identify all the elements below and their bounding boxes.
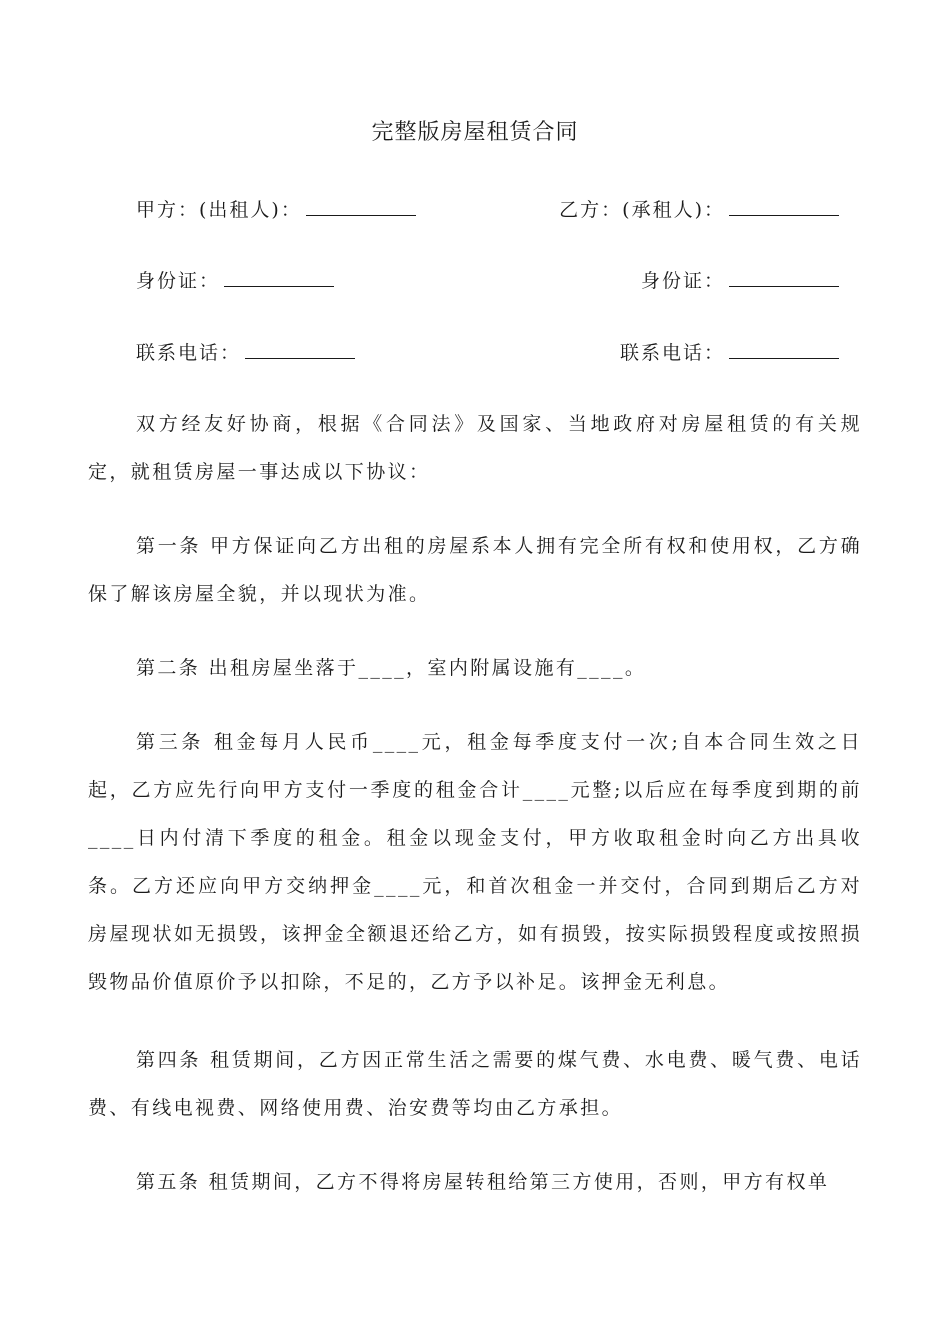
party-b-id bbox=[641, 263, 839, 299]
party-b-phone-blank bbox=[729, 336, 839, 359]
article-1-paragraph: 第一条 甲方保证向乙方出租的房屋系本人拥有完全所有权和使用权，乙方确保了解该房屋全貌，并以现状为准。 bbox=[88, 535, 862, 605]
party-a-name bbox=[136, 192, 416, 228]
party-b-label: 乙方：(承租人)： bbox=[559, 199, 725, 221]
article-2-paragraph: 第二条 出租房屋坐落于____，室内附属设施有____。 bbox=[136, 657, 647, 679]
party-a-id bbox=[136, 263, 334, 299]
party-name-row bbox=[136, 192, 839, 228]
party-a-phone-label: 联系电话： bbox=[136, 342, 242, 364]
article-5-paragraph: 第五条 租赁期间，乙方不得将房屋转租给第三方使用，否则，甲方有权单 bbox=[136, 1171, 830, 1193]
party-b-id-label: 身份证： bbox=[640, 270, 725, 292]
party-a-phone-blank bbox=[245, 336, 355, 359]
party-a-phone bbox=[136, 335, 355, 371]
article-3-paragraph: 第三条 租金每月人民币____元，租金每季度支付一次;自本合同生效之日起，乙方应先行向甲方支付一季度的租金合计____元整;以后应在每季度到期的前____日内付清下季度的租金。租金以现金支付，甲方收取租金时向乙方出具收条。乙方还应向甲方交纳押金____元，和首次租金一并交付，合同到期后乙方对房屋现状如无损毁，该押金全额退还给乙方，如有损毁，按实际损毁程度或按照损毁物品价值原价予以扣除，不足的，乙方予以补足。该押金无利息。 bbox=[88, 731, 862, 993]
intro-paragraph: 双方经友好协商，根据《合同法》及国家、当地政府对房屋租赁的有关规定，就租赁房屋一事达成以下协议： bbox=[88, 413, 862, 483]
party-phone-row bbox=[136, 335, 839, 371]
party-a-name-blank bbox=[306, 193, 416, 216]
party-a-label: 甲方：(出租人)： bbox=[136, 199, 302, 221]
article-4-paragraph: 第四条 租赁期间，乙方因正常生活之需要的煤气费、水电费、暖气费、电话费、有线电视费、网络使用费、治安费等均由乙方承担。 bbox=[88, 1049, 862, 1119]
party-b-phone bbox=[620, 335, 839, 371]
party-b-name-blank bbox=[729, 193, 839, 216]
party-a-id-label: 身份证： bbox=[136, 270, 221, 292]
party-b-id-blank bbox=[729, 264, 839, 287]
party-id-row bbox=[136, 263, 839, 299]
party-a-id-blank bbox=[224, 264, 334, 287]
party-b-phone-label: 联系电话： bbox=[619, 342, 725, 364]
document-title: 完整版房屋租赁合同 bbox=[371, 120, 579, 145]
party-b-name bbox=[559, 192, 839, 228]
